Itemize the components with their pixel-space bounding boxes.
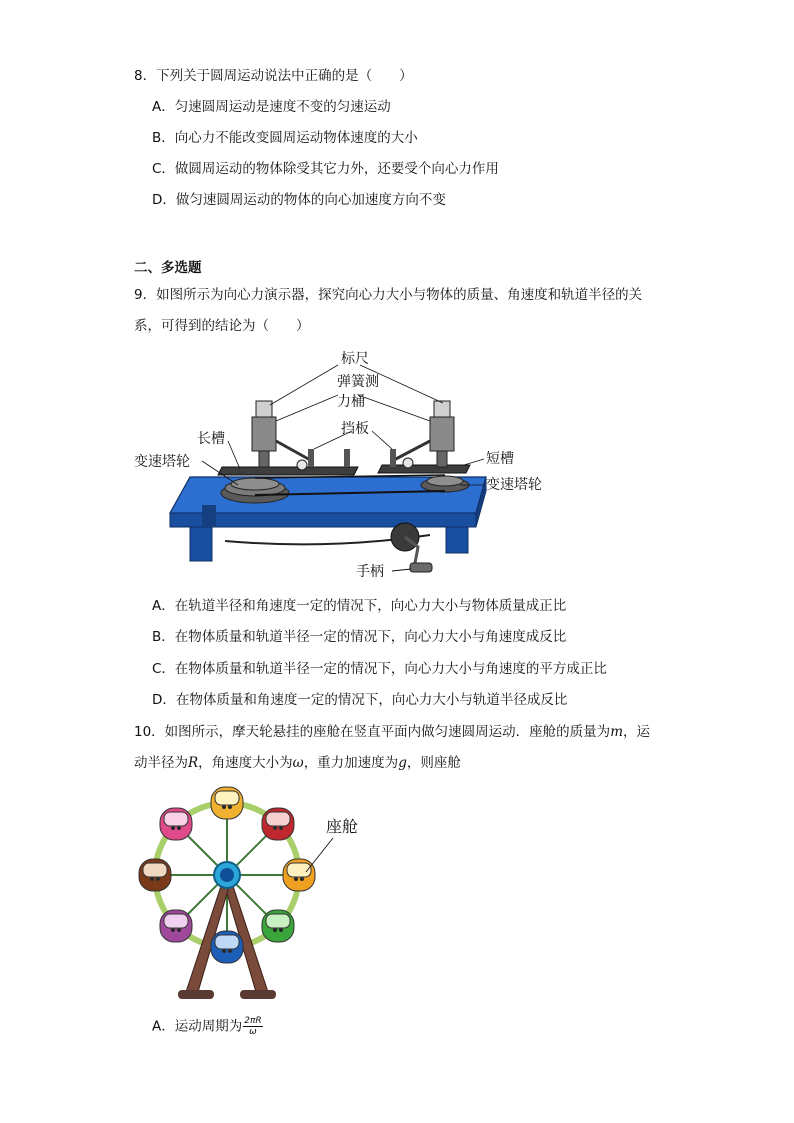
fraction-denominator: ω — [249, 1027, 257, 1037]
label-tower-wheel-right: 变速塔轮 — [486, 477, 542, 493]
var-R: R — [188, 755, 199, 771]
section-title-multiple-choice: 二、多选题 — [134, 260, 202, 276]
var-g: g — [398, 755, 407, 771]
label-short-slot: 短槽 — [486, 451, 514, 467]
q10-stem-text-6: ，则座舱 — [406, 755, 461, 771]
q9-stem-line2: 系，可得到的结论为（ ） — [134, 318, 310, 334]
ferris-wheel-figure — [128, 780, 328, 1005]
q10-stem-text-2: ，运 — [623, 724, 650, 740]
q9-stem-line1: 9．如图所示为向心力演示器，探究向心力大小与物体的质量、角速度和轨道半径的关 — [134, 287, 643, 303]
q8-option-c: C．做圆周运动的物体除受其它力外，还要受个向心力作用 — [152, 161, 499, 177]
q8-stem: 8．下列关于圆周运动说法中正确的是（ ） — [134, 68, 413, 84]
q10-stem-text-1: 10．如图所示，摩天轮悬挂的座舱在竖直平面内做匀速圆周运动．座舱的质量为 — [134, 724, 611, 740]
q8-option-a: A．匀速圆周运动是速度不变的匀速运动 — [152, 99, 391, 115]
q10-option-a — [152, 1016, 263, 1037]
q10-stem-line2 — [134, 753, 461, 773]
label-ruler: 标尺 — [341, 351, 369, 367]
label-tower-wheel-left: 变速塔轮 — [134, 454, 190, 470]
label-cabin: 座舱 — [326, 817, 359, 836]
q10-stem-line1 — [134, 722, 650, 742]
q8-option-b: B．向心力不能改变圆周运动物体速度的大小 — [152, 130, 418, 146]
fraction-numerator: 2πR — [244, 1016, 262, 1026]
q10-option-a-text: A．运动周期为 — [152, 1018, 243, 1035]
label-baffle: 挡板 — [341, 421, 369, 437]
q10-stem-text-4: ，角速度大小为 — [198, 755, 293, 771]
period-fraction — [243, 1016, 262, 1037]
label-spring-barrel-line1: 弹簧测 — [337, 374, 379, 390]
label-long-slot: 长槽 — [197, 431, 225, 447]
label-spring-barrel-line2: 力桶 — [337, 394, 365, 410]
q8-option-d: D．做匀速圆周运动的物体的向心加速度方向不变 — [152, 192, 446, 208]
q9-option-a: A．在轨道半径和角速度一定的情况下，向心力大小与物体质量成正比 — [152, 598, 567, 614]
q9-option-c: C．在物体质量和轨道半径一定的情况下，向心力大小与角速度的平方成正比 — [152, 661, 607, 677]
var-omega: ω — [292, 755, 304, 771]
q9-option-d: D．在物体质量和角速度一定的情况下，向心力大小与轨道半径成反比 — [152, 692, 568, 708]
q10-stem-text-5: ，重力加速度为 — [303, 755, 399, 771]
var-m: m — [610, 724, 623, 740]
q10-stem-text-3: 动半径为 — [134, 755, 188, 771]
label-handle: 手柄 — [356, 564, 384, 580]
q9-option-b: B．在物体质量和轨道半径一定的情况下，向心力大小与角速度成反比 — [152, 629, 567, 645]
